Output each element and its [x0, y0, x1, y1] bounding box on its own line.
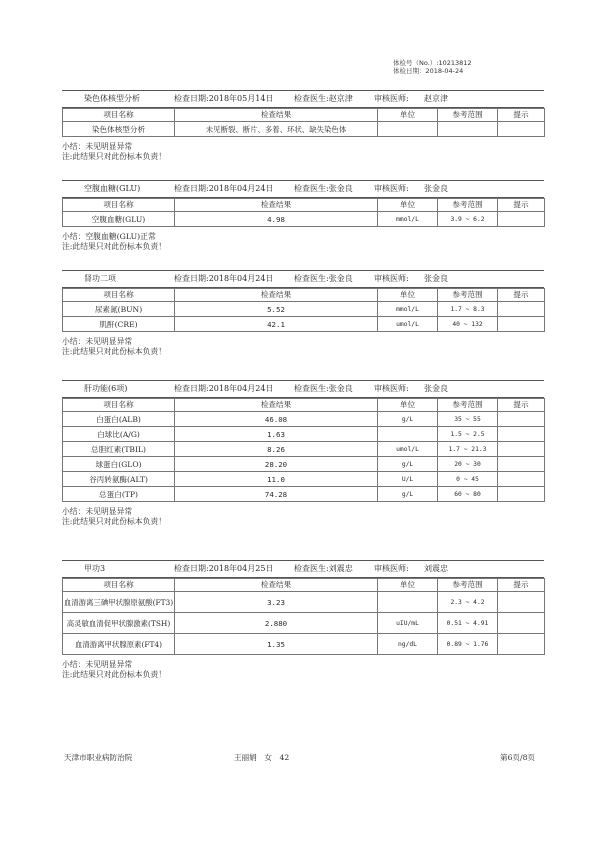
cell-name: 球蛋白(GLO): [63, 457, 175, 472]
column-header-unit: 单位: [378, 289, 438, 302]
cell-range: [438, 122, 498, 137]
cell-name: 染色体核型分析: [63, 122, 175, 137]
cell-result: 8.26: [175, 442, 378, 457]
cell-hint: [498, 592, 545, 613]
column-header-name: 项目名称: [63, 579, 175, 592]
section-note: 注:此结果只对此份标本负责！: [62, 670, 166, 679]
cell-range: 3.9 ~ 6.2: [438, 212, 498, 227]
reviewer-label: 审核医师:: [374, 94, 409, 103]
reviewer-name: 赵京津: [424, 94, 448, 103]
cell-result: 1.63: [175, 427, 378, 442]
column-header-name: 项目名称: [63, 199, 175, 212]
cell-hint: [498, 613, 545, 634]
cell-hint: [498, 457, 545, 472]
section-header: [62, 560, 544, 578]
cell-hint: [498, 212, 545, 227]
exam-doctor-field: 检查医生:刘震忠: [294, 564, 353, 573]
section-summary: 小结：未见明显异常: [62, 337, 133, 346]
cell-range: 40 ~ 132: [438, 317, 498, 332]
table-header-row: [63, 579, 545, 592]
exam-date-field: 检查日期:2018年05月14日: [174, 94, 274, 103]
cell-unit: g/L: [378, 457, 438, 472]
exam-section: [62, 90, 544, 162]
cell-hint: [498, 427, 545, 442]
cell-name: 血清游离三碘甲状腺原氨酸(FT3): [63, 592, 175, 613]
section-title: 肾功二项: [84, 274, 116, 283]
cell-unit: mmol/L: [378, 302, 438, 317]
cell-range: 0.51 ~ 4.91: [438, 613, 498, 634]
section-title: 肝功能(6项): [84, 384, 128, 393]
table-row: [63, 427, 545, 442]
results-table: [62, 198, 545, 227]
column-header-range: 参考范围: [438, 109, 498, 122]
column-header-unit: 单位: [378, 399, 438, 412]
table-row: [63, 457, 545, 472]
column-header-unit: 单位: [378, 199, 438, 212]
cell-hint: [498, 472, 545, 487]
cell-range: 0.89 ~ 1.76: [438, 634, 498, 655]
cell-result: 4.98: [175, 212, 378, 227]
exam-number: 体检号（No.）:10213812: [393, 59, 472, 67]
table-row: [63, 592, 545, 613]
cell-hint: [498, 634, 545, 655]
table-header-row: [63, 109, 545, 122]
table-header-row: [63, 399, 545, 412]
reviewer-label: 审核医师:: [374, 274, 409, 283]
cell-range: 1.5 ~ 2.5: [438, 427, 498, 442]
table-row: [63, 634, 545, 655]
table-row: [63, 412, 545, 427]
cell-unit: umol/L: [378, 442, 438, 457]
column-header-hint: 提示: [498, 399, 545, 412]
table-row: [63, 613, 545, 634]
section-summary: 小结：未见明显异常: [62, 660, 133, 669]
cell-name: 高灵敏血清促甲状腺激素(TSH): [63, 613, 175, 634]
section-header: [62, 180, 544, 198]
column-header-unit: 单位: [378, 579, 438, 592]
column-header-unit: 单位: [378, 109, 438, 122]
cell-result: 5.52: [175, 302, 378, 317]
column-header-hint: 提示: [498, 289, 545, 302]
cell-result: 11.0: [175, 472, 378, 487]
cell-unit: uIU/mL: [378, 613, 438, 634]
exam-doctor-field: 检查医生:张金良: [294, 384, 353, 393]
cell-name: 血清游离甲状腺原素(FT4): [63, 634, 175, 655]
cell-range: 35 ~ 55: [438, 412, 498, 427]
cell-name: 总蛋白(TP): [63, 487, 175, 502]
column-header-hint: 提示: [498, 109, 545, 122]
exam-section: [62, 270, 544, 357]
table-row: [63, 212, 545, 227]
table-row: [63, 487, 545, 502]
exam-section: [62, 180, 544, 252]
cell-result: 1.35: [175, 634, 378, 655]
cell-name: 尿素氮(BUN): [63, 302, 175, 317]
section-header: [62, 380, 544, 398]
section-title: 甲功3: [84, 564, 106, 573]
cell-range: 1.7 ~ 21.3: [438, 442, 498, 457]
section-header: [62, 270, 544, 288]
cell-hint: [498, 302, 545, 317]
table-row: [63, 442, 545, 457]
section-note: 注:此结果只对此份标本负责！: [62, 242, 166, 251]
column-header-name: 项目名称: [63, 289, 175, 302]
cell-name: 总胆红素(TBIL): [63, 442, 175, 457]
column-header-hint: 提示: [498, 199, 545, 212]
cell-hint: [498, 122, 545, 137]
table-header-row: [63, 289, 545, 302]
exam-doctor-field: 检查医生:赵京津: [294, 94, 353, 103]
cell-hint: [498, 317, 545, 332]
cell-name: 白球比(A/G): [63, 427, 175, 442]
reviewer-label: 审核医师:: [374, 184, 409, 193]
cell-unit: g/L: [378, 412, 438, 427]
reviewer-name: 张金良: [424, 384, 448, 393]
cell-result: 未见断裂、断片、多着、环状、缺失染色体: [175, 122, 378, 137]
cell-unit: umol/L: [378, 317, 438, 332]
column-header-result: 检查结果: [175, 289, 378, 302]
column-header-name: 项目名称: [63, 109, 175, 122]
results-table: [62, 108, 545, 137]
exam-date-field: 检查日期:2018年04月24日: [174, 384, 274, 393]
cell-hint: [498, 412, 545, 427]
section-title: 染色体核型分析: [84, 94, 140, 103]
reviewer-name: 刘震忠: [424, 564, 448, 573]
cell-range: 0 ~ 45: [438, 472, 498, 487]
reviewer-label: 审核医师:: [374, 384, 409, 393]
cell-unit: ng/dL: [378, 634, 438, 655]
results-table: [62, 578, 545, 655]
cell-range: 1.7 ~ 8.3: [438, 302, 498, 317]
section-summary: 小结：空腹血糖(GLU)正常: [62, 232, 156, 241]
section-title: 空腹血糖(GLU): [84, 184, 141, 193]
reviewer-label: 审核医师:: [374, 564, 409, 573]
table-header-row: [63, 199, 545, 212]
exam-doctor-field: 检查医生:张金良: [294, 184, 353, 193]
reviewer-name: 张金良: [424, 274, 448, 283]
cell-result: 74.28: [175, 487, 378, 502]
cell-unit: mmol/L: [378, 212, 438, 227]
cell-range: 2.3 ~ 4.2: [438, 592, 498, 613]
cell-name: 空腹血糖(GLU): [63, 212, 175, 227]
column-header-range: 参考范围: [438, 579, 498, 592]
results-table: [62, 288, 545, 332]
section-header: [62, 90, 544, 108]
column-header-range: 参考范围: [438, 199, 498, 212]
column-header-range: 参考范围: [438, 289, 498, 302]
cell-unit: [378, 122, 438, 137]
cell-unit: U/L: [378, 472, 438, 487]
table-row: [63, 317, 545, 332]
exam-section: [62, 560, 544, 680]
table-row: [63, 122, 545, 137]
column-header-result: 检查结果: [175, 109, 378, 122]
cell-name: 谷丙转氨酶(ALT): [63, 472, 175, 487]
exam-date: 体检日期：2018-04-24: [393, 67, 464, 75]
footer-patient: 王丽娟 女 42: [234, 753, 290, 762]
cell-unit: [378, 427, 438, 442]
column-header-name: 项目名称: [63, 399, 175, 412]
column-header-result: 检查结果: [175, 399, 378, 412]
cell-name: 白蛋白(ALB): [63, 412, 175, 427]
cell-unit: [378, 592, 438, 613]
exam-doctor-field: 检查医生:张金良: [294, 274, 353, 283]
results-table: [62, 398, 545, 502]
column-header-hint: 提示: [498, 579, 545, 592]
footer-page-number: 第6页/8页: [500, 753, 536, 762]
column-header-result: 检查结果: [175, 579, 378, 592]
exam-date-field: 检查日期:2018年04月25日: [174, 564, 274, 573]
cell-unit: g/L: [378, 487, 438, 502]
cell-result: 42.1: [175, 317, 378, 332]
section-note: 注:此结果只对此份标本负责！: [62, 517, 166, 526]
cell-range: 20 ~ 30: [438, 457, 498, 472]
section-note: 注:此结果只对此份标本负责！: [62, 152, 166, 161]
cell-range: 60 ~ 80: [438, 487, 498, 502]
exam-date-field: 检查日期:2018年04月24日: [174, 274, 274, 283]
section-summary: 小结：未见明显异常: [62, 507, 133, 516]
footer-institution: 天津市职业病防治院: [64, 753, 133, 762]
cell-hint: [498, 487, 545, 502]
exam-date-field: 检查日期:2018年04月24日: [174, 184, 274, 193]
section-note: 注:此结果只对此份标本负责！: [62, 347, 166, 356]
table-row: [63, 472, 545, 487]
cell-result: 2.880: [175, 613, 378, 634]
cell-name: 肌酐(CRE): [63, 317, 175, 332]
column-header-range: 参考范围: [438, 399, 498, 412]
section-summary: 小结：未见明显异常: [62, 142, 133, 151]
reviewer-name: 张金良: [424, 184, 448, 193]
cell-result: 28.20: [175, 457, 378, 472]
cell-result: 46.08: [175, 412, 378, 427]
exam-section: [62, 380, 544, 527]
column-header-result: 检查结果: [175, 199, 378, 212]
cell-result: 3.23: [175, 592, 378, 613]
cell-hint: [498, 442, 545, 457]
table-row: [63, 302, 545, 317]
